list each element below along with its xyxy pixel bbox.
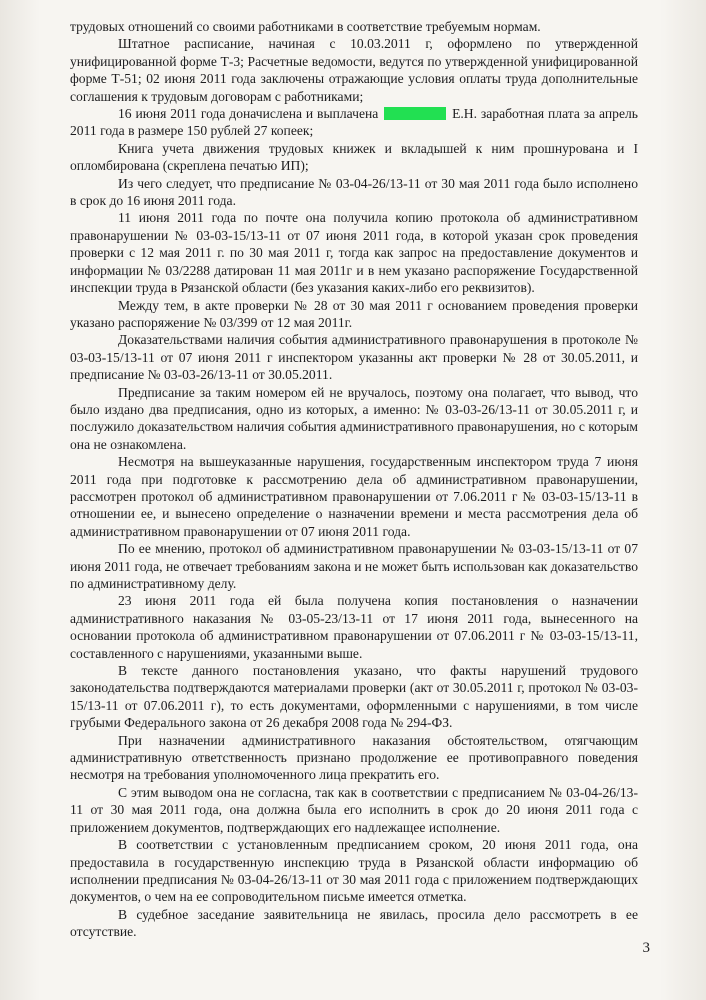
- paragraph-11: По ее мнению, протокол об административном правонарушении № 03-03-15/13-11 от 07 июня 2011 года, не отвечает требованиям закона и не может быть использован как доказательство по административному делу.: [70, 541, 638, 591]
- paragraph-8: Доказательствами наличия события административного правонарушения в протоколе № 03-03-15/13-11 от 07 июня 2011 г инспектором указанны акт проверки № 28 от 30.05.2011, и предписание № 03-03-26/13-11 от 30.05.2011.: [70, 332, 638, 383]
- paragraph-5: Из чего следует, что предписание № 03-04-26/13-11 от 30 мая 2011 года было исполнено в срок до 16 июня 2011 года.: [70, 175, 638, 209]
- paragraph-10: Несмотря на вышеуказанные нарушения, государственным инспектором труда 7 июня 2011 года при подготовке к рассмотрению дела об административном правонарушении, рассмотрен протокол об административном правонарушении от 7.06.2011 г № 03-03-15/13-11 в отношении ее, и вынесено определение о назначении времени и места рассмотрения дела об административном правонарушении от 07 июня 2011 года.: [70, 454, 638, 539]
- paragraph-17: В судебное заседание заявительница не явилась, просила дело рассмотреть в ее отсутствие.: [70, 906, 638, 940]
- redacted-name-highlight: [384, 107, 446, 120]
- paragraph-13: В тексте данного постановления указано, что факты нарушений трудового законодательства подтверждаются материалами проверки (акт от 30.05.2011 г, протокол № 03-03-15/13-11 от 07.06.2011 г), то есть документами, оформленными с нарушениями, в том числе грубыми Федерального закона от 26 декабря 2008 года № 294-ФЗ.: [70, 663, 638, 731]
- paragraph-7: Между тем, в акте проверки № 28 от 30 мая 2011 г основанием проведения проверки указано распоряжение № 03/399 от 12 мая 2011г.: [70, 297, 638, 330]
- document-body: [70, 18, 638, 941]
- paragraph-2: Штатное расписание, начиная с 10.03.2011 г, оформлено по утвержденной унифицированной форме Т-3; Расчетные ведомости, ведутся по утвержденной унифицированной форме Т-51; 02 июня 2011 года заключены отражающие условия оплаты труда дополнительные соглашения к трудовым договорам с работниками;: [70, 36, 638, 104]
- paragraph-3-before: 16 июня 2011 года доначислена и выплачена: [118, 106, 379, 122]
- paragraph-12: 23 июня 2011 года ей была получена копия постановления о назначении административного наказания № 03-05-23/13-11 от 17 июня 2011 года, вынесенного на основании протокола об административном правонарушении от 07.06.2011 г № 03-03-15/13-11, составленного с нарушениями, указанными выше.: [70, 593, 638, 661]
- paragraph-15: С этим выводом она не согласна, так как в соответствии с предписанием № 03-04-26/13-11 от 30 мая 2011 года, она должна была его исполнить в срок до 20 июня 2011 года с приложением документов, подтверждающих его надлежащее исполнение.: [70, 784, 638, 835]
- paragraph-3-after: Е.Н. заработная плата за апрель 2011 года в размере 150 рублей 27 копеек;: [70, 106, 638, 139]
- paragraph-1: трудовых отношений со своими работниками в соответствие требуемым нормам.: [70, 19, 541, 34]
- paragraph-4: Книга учета движения трудовых книжек и вкладышей к ним прошнурована и I опломбирована (скреплена печатью ИП);: [70, 140, 638, 174]
- paragraph-14: При назначении административного наказания обстоятельством, отягчающим административную ответственность признано продолжение ее противоправного поведения несмотря на требования уполномоченного лица прекратить его.: [70, 732, 638, 783]
- paragraph-16: В соответствии с установленным предписанием сроком, 20 июня 2011 года, она предоставила в государственную инспекцию труда в Рязанской области информацию об исполнении предписания № 03-04-26/13-11 от 30 мая 2011 года с приложением подтверждающих документов, о чем на ее сопроводительном письме имеется отметка.: [70, 837, 638, 905]
- paragraph-6: 11 июня 2011 года по почте она получила копию протокола об административном правонарушении № 03-03-15/13-11 от 07 июня 2011 года, в которой указан срок проведения проверки с 12 мая 2011 г. по 30 мая 2011 г, тогда как запрос на предоставление документов и информации № 03/2288 датирован 11 мая 2011г и в нем указано распоряжение Государственной инспекции труда в Рязанской области (без указания каких-либо его реквизитов).: [70, 210, 638, 296]
- paragraph-3: [70, 105, 638, 140]
- page-number: 3: [642, 940, 650, 956]
- paragraph-9: Предписание за таким номером ей не вручалось, поэтому она полагает, что вывод, что было издано два предписания, одно из которых, а именно: № 03-03-26/13-11 от 30.05.2011 г, и послужило доказательством наличия события административного правонарушения, но с которым она не ознакомлена.: [70, 384, 638, 452]
